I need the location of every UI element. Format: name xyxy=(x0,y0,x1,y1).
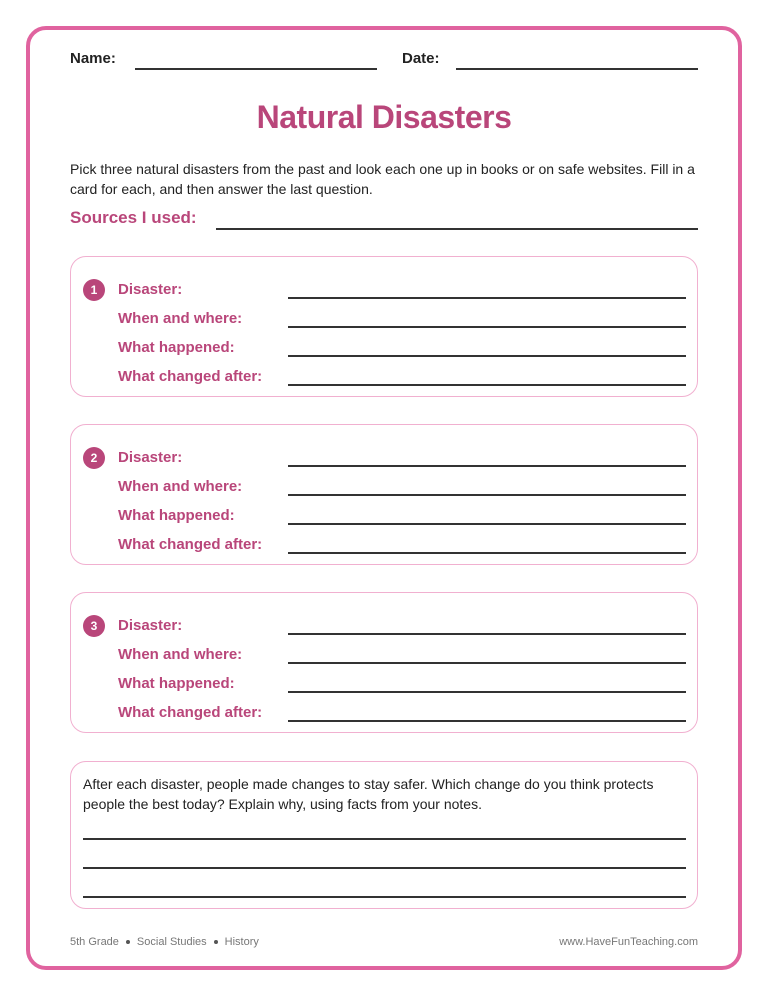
field-label-when-where: When and where: xyxy=(118,646,243,663)
sources-label: Sources I used: xyxy=(70,208,197,227)
disaster-card-2 xyxy=(70,424,698,565)
field-label-what-changed: What changed after: xyxy=(118,368,263,385)
field-label-when-where: When and where: xyxy=(118,310,243,327)
field-line-when-where[interactable] xyxy=(288,326,686,328)
bullet-icon xyxy=(214,940,218,944)
field-line-what-happened[interactable] xyxy=(288,523,686,525)
field-line-disaster[interactable] xyxy=(288,465,686,467)
field-line-when-where[interactable] xyxy=(288,662,686,664)
card-number-badge: 2 xyxy=(83,447,105,469)
field-line-when-where[interactable] xyxy=(288,494,686,496)
disaster-card-1 xyxy=(70,256,698,397)
field-line-what-changed[interactable] xyxy=(288,552,686,554)
field-label-disaster: Disaster: xyxy=(118,617,183,634)
field-line-disaster[interactable] xyxy=(288,297,686,299)
field-line-what-changed[interactable] xyxy=(288,720,686,722)
field-label-disaster: Disaster: xyxy=(118,281,183,298)
field-line-what-changed[interactable] xyxy=(288,384,686,386)
final-question-card xyxy=(70,761,698,909)
answer-line-3[interactable] xyxy=(83,896,686,898)
name-label: Name: xyxy=(70,50,116,67)
card-number-badge: 1 xyxy=(83,279,105,301)
footer-tags xyxy=(70,936,259,948)
field-label-what-happened: What happened: xyxy=(118,339,235,356)
disaster-card-3 xyxy=(70,592,698,733)
field-label-what-changed: What changed after: xyxy=(118,704,263,721)
answer-line-2[interactable] xyxy=(83,867,686,869)
date-label: Date: xyxy=(402,50,440,67)
date-field[interactable] xyxy=(456,68,698,70)
final-question: After each disaster, people made changes to stay safer. Which change do you think protects people the best today? Explain why, using facts from your notes. xyxy=(83,776,654,812)
field-label-what-happened: What happened: xyxy=(118,507,235,524)
footer-website[interactable]: www.HaveFunTeaching.com xyxy=(559,936,698,948)
footer-grade: 5th Grade xyxy=(70,936,119,948)
card-number-badge: 3 xyxy=(83,615,105,637)
field-label-what-happened: What happened: xyxy=(118,675,235,692)
page-title: Natural Disasters xyxy=(256,99,512,135)
field-line-what-happened[interactable] xyxy=(288,355,686,357)
footer-subject: Social Studies xyxy=(136,936,207,948)
header-row xyxy=(70,50,698,72)
field-label-disaster: Disaster: xyxy=(118,449,183,466)
sources-field[interactable] xyxy=(216,228,698,230)
name-field[interactable] xyxy=(135,68,377,70)
field-line-what-happened[interactable] xyxy=(288,691,686,693)
bullet-icon xyxy=(126,940,130,944)
answer-line-1[interactable] xyxy=(83,838,686,840)
field-line-disaster[interactable] xyxy=(288,633,686,635)
field-label-when-where: When and where: xyxy=(118,478,243,495)
footer-topic: History xyxy=(224,936,259,948)
field-label-what-changed: What changed after: xyxy=(118,536,263,553)
instructions: Pick three natural disasters from the past and look each one up in books or on safe websites. Fill in a card for each, and then answer the last question. xyxy=(70,161,695,197)
